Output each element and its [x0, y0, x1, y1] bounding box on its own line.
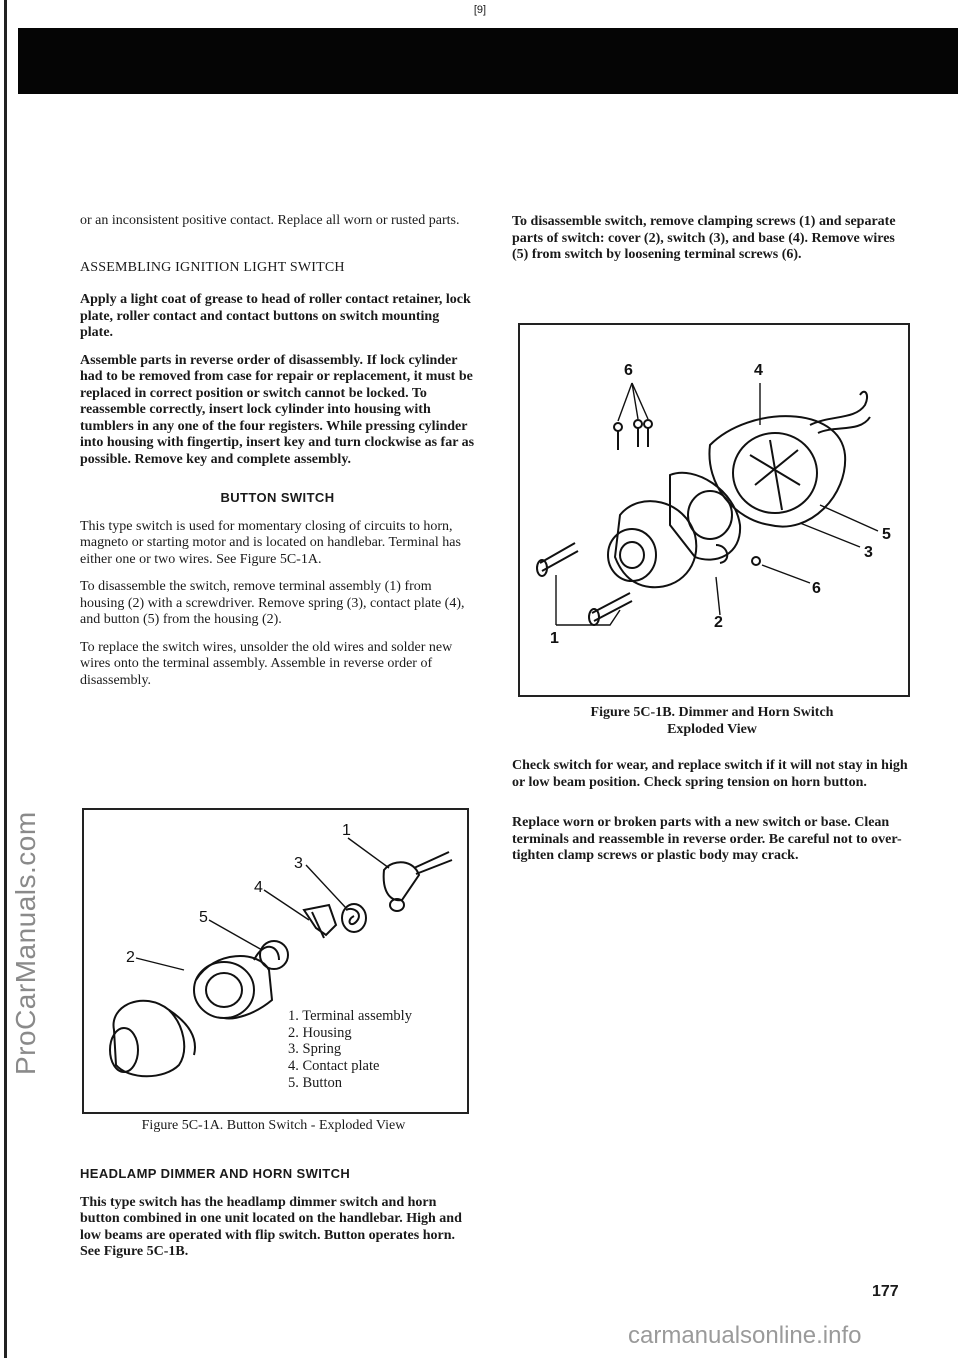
- part-item: 2. Housing: [288, 1024, 352, 1041]
- callout-3: 3: [294, 855, 303, 872]
- left-column-bottom: [80, 1166, 475, 1261]
- callout-5: 5: [199, 909, 208, 926]
- callout-6-top: 6: [624, 362, 633, 379]
- heading-button-switch: BUTTON SWITCH: [220, 490, 335, 505]
- callout-4: 4: [254, 879, 263, 896]
- check-paragraph: Check switch for wear, and replace switch if it will not stay in high or low beam position. Check spring tension on horn button.: [512, 758, 908, 790]
- right-column-bottom: [512, 758, 910, 865]
- figure-5c-1b-caption-line2: Exploded View: [667, 721, 757, 737]
- right-column-top: [512, 214, 910, 264]
- figure-5c-1b-caption-line1: Figure 5C-1B. Dimmer and Horn Switch: [590, 705, 834, 720]
- dimmer-horn-switch-exploded-illustration: [520, 325, 908, 695]
- callout-6-bottom: 6: [812, 580, 821, 597]
- headlamp-paragraph: This type switch has the headlamp dimmer switch and horn button combined in one unit located on the handlebar. High and low beams are operated with flip switch. Button operates horn. See Figure 5C-1B.: [80, 1194, 462, 1259]
- callout-2: 2: [126, 949, 135, 966]
- assembling-paragraph-2: Assemble parts in reverse order of disassembly. If lock cylinder had to be removed from case for repair or replacement, it must be replaced in correct position or switch cannot be locked. To reassemble correctly, insert lock cylinder into housing with tumblers in any one of the four registers. While pressing cylinder into housing with fingertip, insert key and turn clockwise as far as possible. Remove key and complete assembly.: [80, 352, 475, 467]
- button-paragraph-3: To replace the switch wires, unsolder the old wires and solder new wires onto the terminal assembly. Assemble in reverse order of disassembly.: [80, 639, 453, 688]
- assembling-paragraph-1: Apply a light coat of grease to head of roller contact retainer, lock plate, roller contact and contact buttons on switch mounting plate.: [80, 292, 471, 340]
- disassemble-paragraph: To disassemble switch, remove clamping screws (1) and separate parts of switch: cover (2), switch (3), and base (4). Remove wires (5) from switch by loosening terminal screws (6).: [512, 214, 896, 262]
- part-item: 4. Contact plate: [288, 1058, 380, 1075]
- page-number: 177: [872, 1283, 899, 1300]
- parts-list: [288, 1008, 463, 1092]
- heading-assembling-ignition: ASSEMBLING IGNITION LIGHT SWITCH: [80, 259, 345, 275]
- button-paragraph-1: This type switch is used for momentary closing of circuits to horn, magneto or starting motor and is located on handlebar. Terminal has either one or two wires. See Figure 5C-1A.: [80, 518, 461, 567]
- callout-1: 1: [550, 630, 559, 647]
- callout-2: 2: [714, 614, 723, 631]
- callout-1: 1: [342, 822, 351, 839]
- watermark-procarmanuals: ProCarManuals.com: [10, 811, 41, 1075]
- part-item: 5. Button: [288, 1074, 342, 1091]
- button-paragraph-2: To disassemble the switch, remove terminal assembly (1) from housing (2) with a screwdriver. Remove spring (3), contact plate (4), and button (5) from the housing (2).: [80, 579, 465, 627]
- figure-5c-1b-box: [518, 323, 910, 697]
- callout-3: 3: [864, 544, 873, 561]
- page-reference: [9]: [473, 4, 487, 16]
- callout-5: 5: [882, 526, 891, 543]
- part-item: 1. Terminal assembly: [288, 1008, 412, 1024]
- footer-site-watermark: carmanualsonline.info: [628, 1322, 862, 1349]
- left-margin-rule: [4, 0, 7, 1358]
- figure-5c-1a-caption: Figure 5C-1A. Button Switch - Exploded View: [141, 1118, 406, 1133]
- part-item: 3. Spring: [288, 1041, 342, 1058]
- intro-paragraph: or an inconsistent positive contact. Replace all worn or rusted parts.: [80, 213, 460, 228]
- callout-4: 4: [754, 362, 763, 379]
- heading-headlamp-dimmer: HEADLAMP DIMMER AND HORN SWITCH: [80, 1166, 351, 1181]
- figure-5c-1a-box: [82, 808, 469, 1114]
- left-column: [80, 213, 475, 689]
- replace-paragraph: Replace worn or broken parts with a new switch or base. Clean terminals and reassemble in reverse order. Be careful not to over-tighten clamp screws or plastic body may crack.: [512, 815, 902, 863]
- figure-5c-1b-caption: [518, 705, 906, 738]
- header-black-band: [18, 28, 958, 94]
